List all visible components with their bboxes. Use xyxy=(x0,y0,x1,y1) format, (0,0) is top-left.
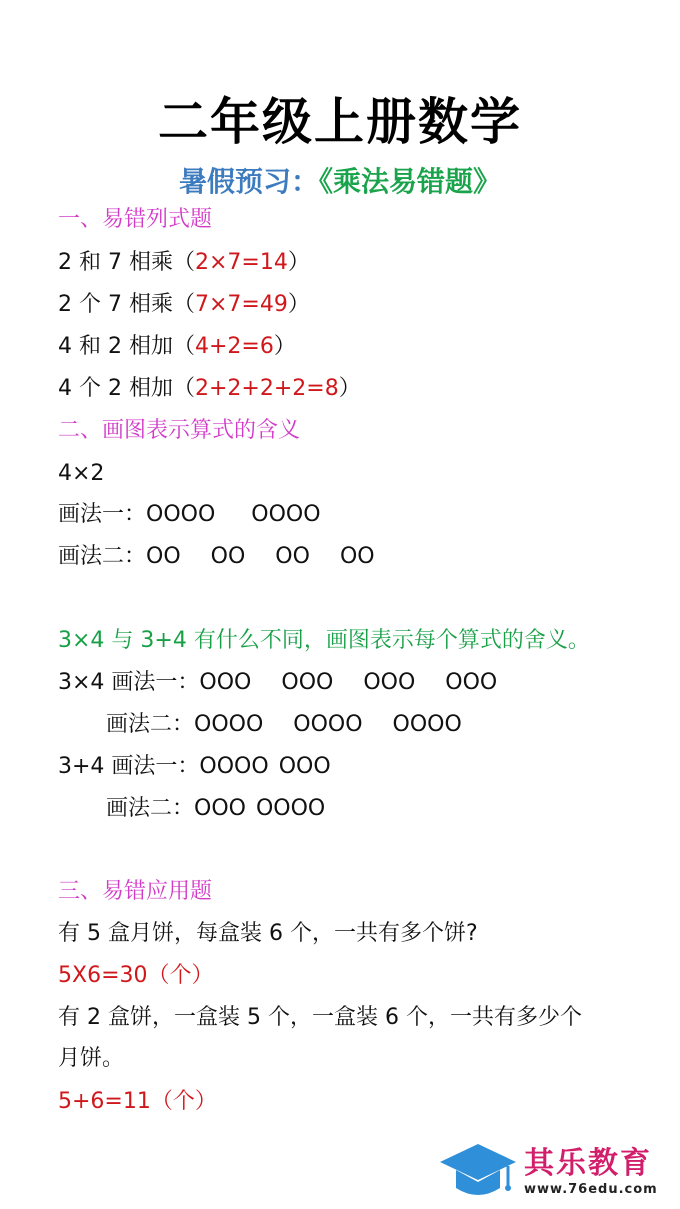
circle-group: OOO xyxy=(199,670,252,695)
method-label: 画法二： xyxy=(106,712,195,737)
circle-group: OOO xyxy=(281,670,334,695)
circle-group: OOO xyxy=(445,670,498,695)
graduation-cap-icon xyxy=(438,1142,518,1202)
circle-group: OOO xyxy=(194,796,246,821)
answer-1: 5X6=30（个） xyxy=(58,963,214,988)
brand-name: 其乐教育 xyxy=(524,1146,652,1181)
circle-group: OO xyxy=(339,544,375,569)
answer-text: 7×7=49 xyxy=(194,292,288,317)
word-problem-2: 有 2 盒饼，一盒装 5 个，一盒装 6 个，一共有多少个 xyxy=(58,1005,582,1030)
circle-group: OO xyxy=(146,544,181,569)
list-item xyxy=(58,290,310,320)
subtitle-lead: 暑假预习： xyxy=(178,165,319,198)
question-text: 2 和 7 相乘（ xyxy=(58,250,195,275)
section1-heading: 一、易错列式题 xyxy=(58,207,213,232)
circle-group: OOOO xyxy=(255,796,326,821)
comparison-question: 3×4 与 3+4 有什么不同，画图表示每个算式的舍义。 xyxy=(58,628,590,653)
brand-url: www.76edu.com xyxy=(524,1182,658,1197)
section2-heading: 二、画图表示算式的含义 xyxy=(58,418,301,443)
drawing-row xyxy=(106,710,462,740)
circle-group: OOOO xyxy=(194,712,264,737)
answer-text: 2+2+2+2=8 xyxy=(194,376,339,401)
circle-group: OOO xyxy=(278,754,331,779)
subtitle-book: 《乘法易错题》 xyxy=(319,165,502,198)
bracket-close: ） xyxy=(338,376,361,401)
circle-group: OO xyxy=(210,544,246,569)
drawing-row xyxy=(106,794,325,824)
circle-group: OOO xyxy=(363,670,416,695)
circle-group: OOOO xyxy=(199,754,269,779)
brand-logo xyxy=(438,1138,674,1202)
method-label: 画法二： xyxy=(58,544,147,569)
question-text: 4 和 2 相加（ xyxy=(58,334,195,359)
method-label: 画法一： xyxy=(58,502,147,527)
drawing-row xyxy=(58,752,331,782)
question-text: 4 个 2 相加（ xyxy=(58,376,195,401)
circle-group: OO xyxy=(275,544,310,569)
page-title: 二年级上册数学 xyxy=(158,93,522,151)
method-label: 3+4 画法一： xyxy=(58,754,200,779)
method-label: 画法二： xyxy=(106,796,195,821)
bracket-close: ） xyxy=(287,292,310,317)
bracket-close: ） xyxy=(273,334,296,359)
drawing-method-1 xyxy=(58,500,321,530)
drawing-method-2 xyxy=(58,542,375,572)
circle-group: OOOO xyxy=(251,502,321,527)
word-problem-2-cont: 月饼。 xyxy=(58,1046,125,1071)
section3-heading: 三、易错应用题 xyxy=(58,879,213,904)
answer-2: 5+6=11（个） xyxy=(58,1089,217,1114)
question-text: 2 个 7 相乘（ xyxy=(58,292,195,317)
answer-text: 2×7=14 xyxy=(194,250,288,275)
drawing-row xyxy=(58,668,497,698)
list-item xyxy=(58,332,296,362)
subtitle xyxy=(0,160,680,200)
word-problem-1: 有 5 盒月饼，每盒装 6 个，一共有多个饼? xyxy=(58,921,478,946)
circle-group: OOOO xyxy=(293,712,363,737)
bracket-close: ） xyxy=(287,250,310,275)
expression: 4×2 xyxy=(58,461,105,486)
answer-text: 4+2=6 xyxy=(194,334,274,359)
circle-group: OOOO xyxy=(146,502,216,527)
circle-group: OOOO xyxy=(392,712,462,737)
list-item xyxy=(58,374,361,404)
list-item xyxy=(58,248,310,278)
method-label: 3×4 画法一： xyxy=(58,670,200,695)
